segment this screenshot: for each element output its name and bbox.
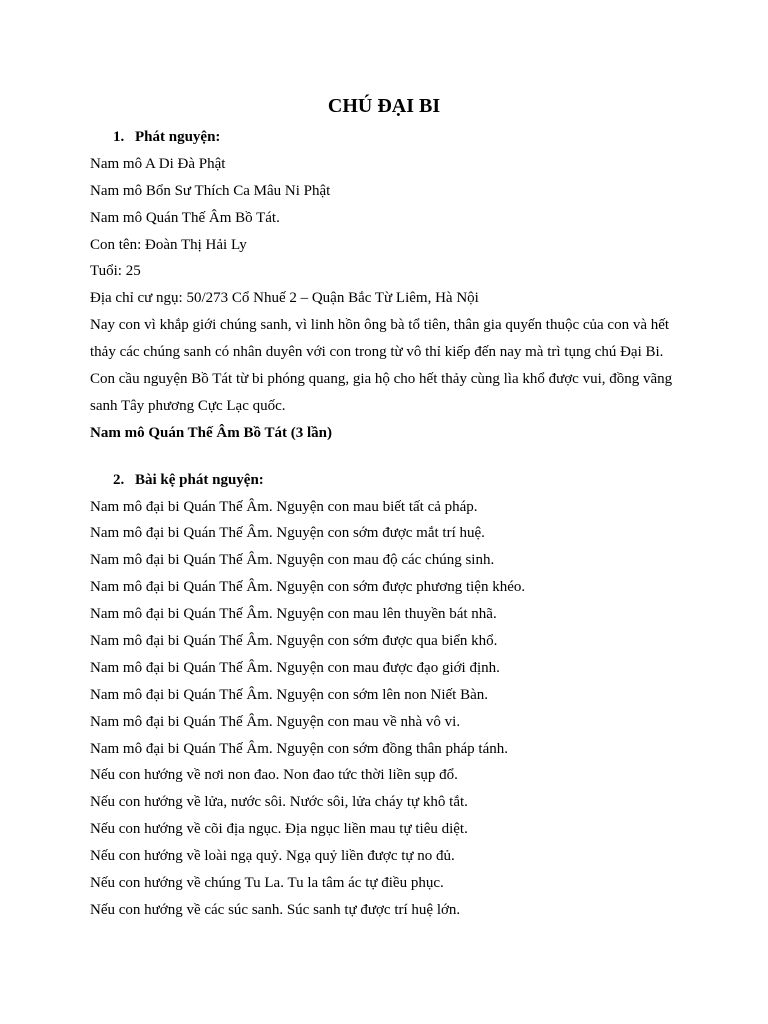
text-line: Nam mô đại bi Quán Thế Âm. Nguyện con mau biết tất cả pháp. [90, 498, 478, 515]
text-line: Tuổi: 25 [90, 263, 141, 280]
text-line: Nam mô đại bi Quán Thế Âm. Nguyện con mau được đạo giới định. [90, 659, 500, 676]
text-line: Nếu con hướng về các súc sanh. Súc sanh tự được trí huệ lớn. [90, 901, 461, 918]
section-1-heading [90, 124, 690, 151]
text-line: Nam mô đại bi Quán Thế Âm. Nguyện con sớm được mắt trí huệ. [90, 525, 485, 542]
section-2-heading [90, 467, 690, 494]
text-line: Nếu con hướng về cõi địa ngục. Địa ngục liền mau tự tiêu diệt. [90, 821, 468, 838]
text-line: Nam mô Bổn Sư Thích Ca Mâu Ni Phật [90, 182, 331, 199]
text-line: Địa chỉ cư ngụ: 50/273 Cổ Nhuế 2 – Quận Bắc Từ Liêm, Hà Nội [90, 290, 479, 307]
text-line: Nam mô đại bi Quán Thế Âm. Nguyện con sớm đồng thân pháp tánh. [90, 740, 509, 757]
text-line: sanh Tây phương Cực Lạc quốc. [90, 397, 286, 414]
text-line: Con cầu nguyện Bồ Tát từ bi phóng quang, gia hộ cho hết thảy cùng lìa khổ được vui, đồng vãng [90, 371, 673, 388]
text-line: Nam mô đại bi Quán Thế Âm. Nguyện con mau lên thuyền bát nhã. [90, 606, 497, 623]
text-line: Nam mô Quán Thế Âm Bồ Tát. [90, 209, 280, 226]
text-line: Nam mô đại bi Quán Thế Âm. Nguyện con sớm lên non Niết Bàn. [90, 686, 489, 703]
section-1-lines [90, 151, 690, 420]
section-2-lines [90, 494, 690, 924]
text-line: Nếu con hướng về loài ngạ quỷ. Ngạ quỷ liền được tự no đủ. [90, 848, 455, 865]
section-1-number: 1. [113, 129, 125, 145]
text-line: Nay con vì khắp giới chúng sanh, vì linh hồn ông bà tổ tiên, thân gia quyến thuộc của con và hết [90, 317, 670, 334]
text-line: Con tên: Đoàn Thị Hải Ly [90, 236, 247, 253]
document-body [90, 124, 690, 924]
document-title: CHÚ ĐẠI BI [327, 95, 441, 117]
section-2-title: Bài kệ phát nguyện: [135, 471, 264, 488]
text-line: Nếu con hướng về nơi non đao. Non đao tức thời liền sụp đổ. [90, 767, 458, 784]
text-line: Nam mô đại bi Quán Thế Âm. Nguyện con sớm được phương tiện khéo. [90, 579, 526, 596]
section-2-number: 2. [113, 471, 125, 488]
text-line: Nếu con hướng về lửa, nước sôi. Nước sôi, lửa cháy tự khô tắt. [90, 794, 468, 811]
section-1-title: Phát nguyện: [135, 129, 221, 145]
text-line: Nếu con hướng về chúng Tu La. Tu la tâm ác tự điều phục. [90, 875, 444, 892]
text-line: Nam mô đại bi Quán Thế Âm. Nguyện con sớm được qua biển khổ. [90, 633, 498, 650]
text-line: Nam mô đại bi Quán Thế Âm. Nguyện con mau độ các chúng sinh. [90, 552, 495, 569]
section-spacer [90, 447, 690, 467]
text-line: Nam mô A Di Đà Phật [90, 155, 226, 172]
section-1-closing: Nam mô Quán Thế Âm Bồ Tát (3 lần) [90, 424, 332, 441]
text-line: thảy các chúng sanh có nhân duyên với con trong từ vô thỉ kiếp đến nay mà trì tụng chú Đại Bi. [90, 344, 664, 361]
text-line: Nam mô đại bi Quán Thế Âm. Nguyện con mau về nhà vô vi. [90, 713, 461, 730]
